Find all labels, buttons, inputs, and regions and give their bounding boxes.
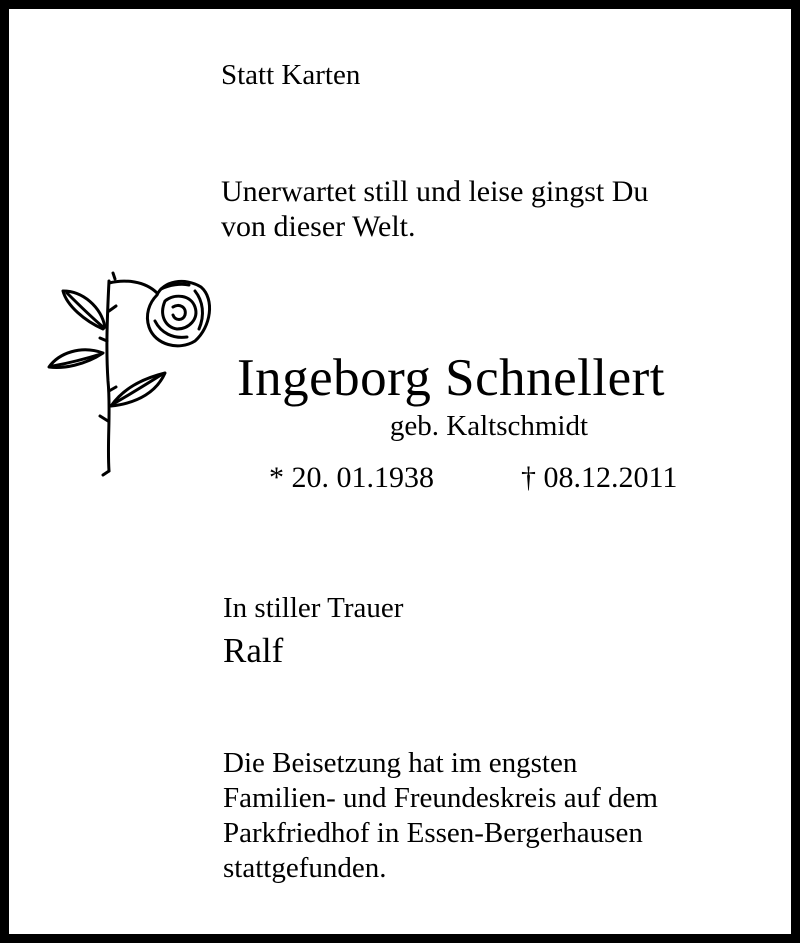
burial-info	[223, 746, 783, 886]
birth-date: * 20. 01.1938	[269, 461, 434, 494]
signer-name: Ralf	[223, 631, 284, 670]
verse-line-2: von dieser Welt.	[221, 210, 416, 243]
burial-line-1: Die Beisetzung hat im engsten	[223, 747, 578, 779]
verse	[221, 174, 761, 244]
burial-line-2: Familien- und Freundeskreis auf dem	[223, 782, 658, 814]
maiden-name: geb. Kaltschmidt	[389, 410, 589, 442]
burial-line-3: Parkfriedhof in Essen-Bergerhausen	[223, 817, 643, 849]
burial-line-4: stattgefunden.	[223, 852, 387, 884]
mourning-line: In stiller Trauer	[223, 592, 404, 624]
intro-text: Statt Karten	[221, 59, 361, 91]
rose-icon	[45, 271, 215, 481]
death-date: † 08.12.2011	[521, 461, 678, 494]
verse-line-1: Unerwartet still und leise gingst Du	[221, 175, 649, 208]
deceased-name: Ingeborg Schnellert	[237, 349, 665, 407]
